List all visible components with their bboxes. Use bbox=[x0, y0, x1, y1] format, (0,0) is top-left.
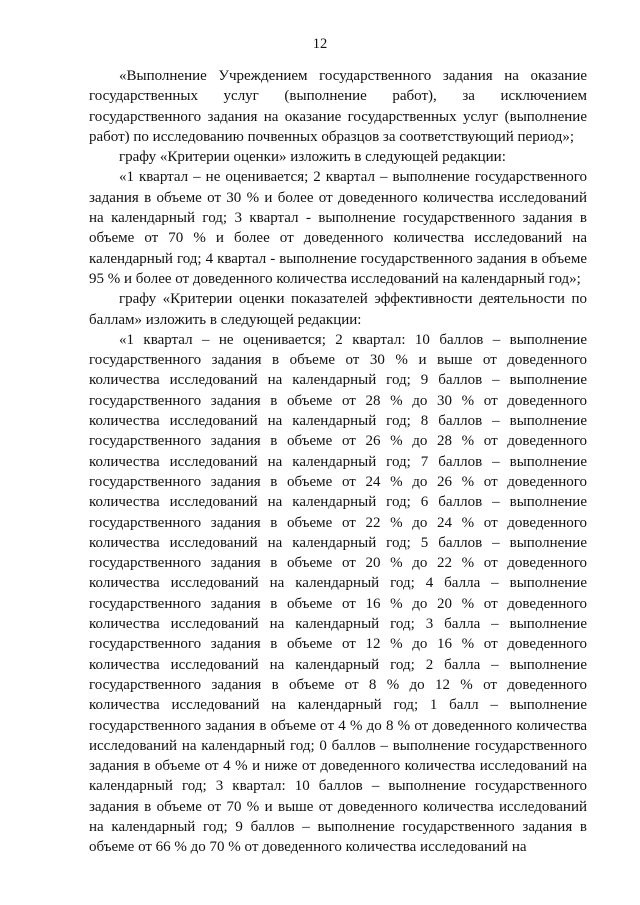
document-body bbox=[89, 66, 587, 858]
page-number: 12 bbox=[312, 36, 328, 52]
paragraph-5: «1 квартал – не оценивается; 2 квартал: 10 баллов – выполнение государственного задания в объеме от 30 % и выше от доведенного количества исследований на календарный год; 9 баллов – выполнение государственного задания в объеме от 28 % до 30 % от доведенного количества исследований на календарный год; 8 баллов – выполнение государственного задания в объеме от 26 % до 28 % от доведенного количества исследований на календарный год; 7 баллов – выполнение государственного задания в объеме от 24 % до 26 % от доведенного количества исследований на календарный год; 6 баллов – выполнение государственного задания в объеме от 22 % до 24 % от доведенного количества исследований на календарный год; 5 баллов – выполнение государственного задания в объеме от 20 % до 22 % от доведенного количества исследований на календарный год; 4 балла – выполнение государственного задания в объеме от 16 % до 20 % от доведенного количества исследований на календарный год; 3 балла – выполнение государственного задания в объеме от 12 % до 16 % от доведенного количества исследований на календарный год; 2 балла – выполнение государственного задания в объеме от 8 % до 12 % от доведенного количества исследований на календарный год; 1 балл – выполнение государственного задания в объеме от 4 % до 8 % от доведенного количества исследований на календарный год; 0 баллов – выполнение государственного задания в объеме от 4 % и ниже от доведенного количества исследований на календарный год; 3 квартал: 10 баллов – выполнение государственного задания в объеме от 70 % и выше от доведенного количества исследований на календарный год; 9 баллов – выполнение государственного задания в объеме от 66 % до 70 % от доведенного количества исследований на bbox=[89, 331, 587, 856]
paragraph-4: графу «Критерии оценки показателей эффективности деятельности по баллам» изложить в следующей редакции: bbox=[89, 291, 587, 328]
paragraph-2: графу «Критерии оценки» изложить в следующей редакции: bbox=[119, 149, 506, 166]
paragraph-3: «1 квартал – не оценивается; 2 квартал – выполнение государственного задания в объеме от 30 % и более от доведенного количества исследований на календарный год; 3 квартал - выполнение государственного задания в объеме от 70 % и более от доведенного количества исследований на календарный год; 4 квартал - выполнение государственного задания в объеме 95 % и более от доведенного количества исследований на календарный год»; bbox=[89, 169, 587, 287]
paragraph-1: «Выполнение Учреждением государственного задания на оказание государственных услуг (выполнение работ), за исключением государственного задания на оказание государственных услуг (выполнение работ) по исследованию почвенных образцов за соответствующий период»; bbox=[89, 68, 587, 145]
